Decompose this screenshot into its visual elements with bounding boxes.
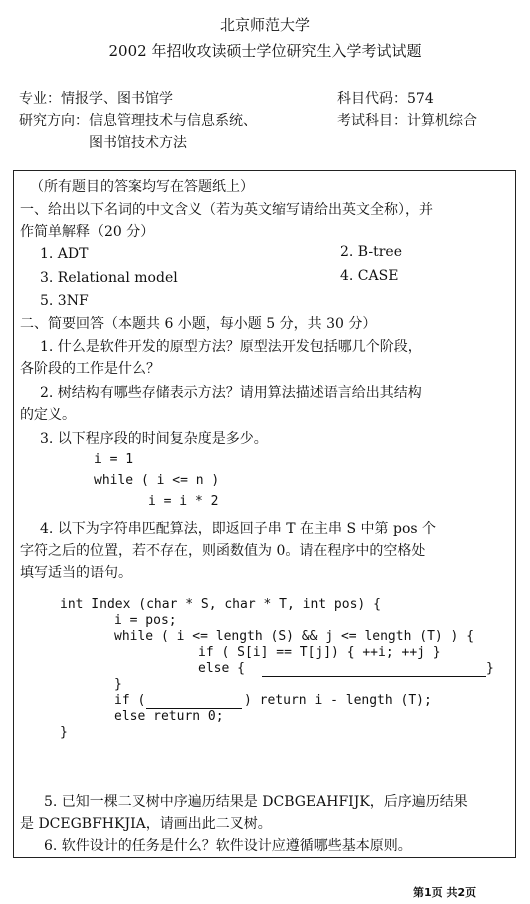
q2-4-line-1: 4. 以下为字符串匹配算法，即返回子串 T 在主串 S 中第 pos 个 — [40, 521, 437, 537]
q1-line-1: 一、给出以下名词的中文含义（若为英文缩写请给出英文全称），并 — [20, 202, 433, 218]
code1-line-2: while ( i <= n ) — [94, 473, 220, 488]
q1-term-3: 3. Relational model — [40, 270, 178, 286]
q2-5-line-2: 是 DCEGBFHKJIA，请画出此二叉树。 — [20, 816, 272, 832]
code2-line-4: if ( S[i] == T[j]) { ++i; ++j } — [198, 645, 441, 660]
code2-line-8: if ( — [114, 693, 146, 708]
university-name: 北京师范大学 — [219, 16, 310, 34]
q2-4-line-2: 字符之后的位置，若不存在，则函数值为 0。请在程序中的空格处 — [20, 543, 426, 559]
code2-line-9: ) return i - length (T); — [244, 693, 432, 708]
subject-name: 考试科目：计算机综合 — [337, 113, 477, 129]
q2-1-line-1: 1. 什么是软件开发的原型方法？原型法开发包括哪几个阶段， — [40, 339, 422, 355]
code2-line-6: } — [486, 661, 494, 676]
subject-code: 科目代码：574 — [337, 91, 434, 107]
q2-2-line-2: 的定义。 — [20, 407, 76, 423]
code2-line-1: int Index (char * S, char * T, int pos) { — [60, 597, 381, 612]
direction-line-2: 图书馆技术方法 — [89, 135, 187, 151]
q2-4-line-3: 填写适当的语句。 — [20, 565, 132, 581]
code2-line-3: while ( i <= length (S) && j <= length (T) ) { — [114, 629, 475, 644]
q2-3-text: 3. 以下程序段的时间复杂度是多少。 — [40, 431, 268, 447]
q1-term-4: 4. CASE — [340, 268, 399, 284]
code2-line-5: else { — [198, 661, 245, 676]
q1-term-2: 2. B-tree — [340, 244, 402, 260]
q2-heading: 二、简要回答（本题共 6 小题，每小题 5 分，共 30 分） — [20, 316, 377, 332]
q2-5-line-1: 5. 已知一棵二叉树中序遍历结果是 DCBGEAHFIJK，后序遍历结果 — [44, 794, 468, 810]
exam-title: 2002 年招收攻读硕士学位研究生入学考试试题 — [108, 42, 422, 60]
code1-line-3: i = i * 2 — [148, 494, 219, 509]
code2-line-2: i = pos; — [114, 613, 177, 628]
q2-1-line-2: 各阶段的工作是什么？ — [20, 361, 160, 377]
answer-note: （所有题目的答案均写在答题纸上） — [30, 179, 254, 195]
q1-line-2: 作简单解释（20 分） — [20, 224, 155, 240]
q1-term-5: 5. 3NF — [40, 293, 89, 309]
blank-line-else — [262, 676, 486, 677]
major-label: 专业：情报学、图书馆学 — [19, 91, 173, 107]
code2-line-11: } — [60, 725, 68, 740]
q1-term-1: 1. ADT — [40, 246, 89, 262]
q2-2-line-1: 2. 树结构有哪些存储表示方法？请用算法描述语言给出其结构 — [40, 385, 422, 401]
q2-6-text: 6. 软件设计的任务是什么？软件设计应遵循哪些基本原则。 — [44, 838, 412, 854]
code1-line-1: i = 1 — [94, 452, 134, 467]
code2-line-7: } — [114, 677, 122, 692]
direction-line-1: 研究方向：信息管理技术与信息系统、 — [19, 113, 257, 129]
page-number: 第1页 共2页 — [413, 886, 477, 899]
code2-line-10: else return 0; — [114, 709, 224, 724]
